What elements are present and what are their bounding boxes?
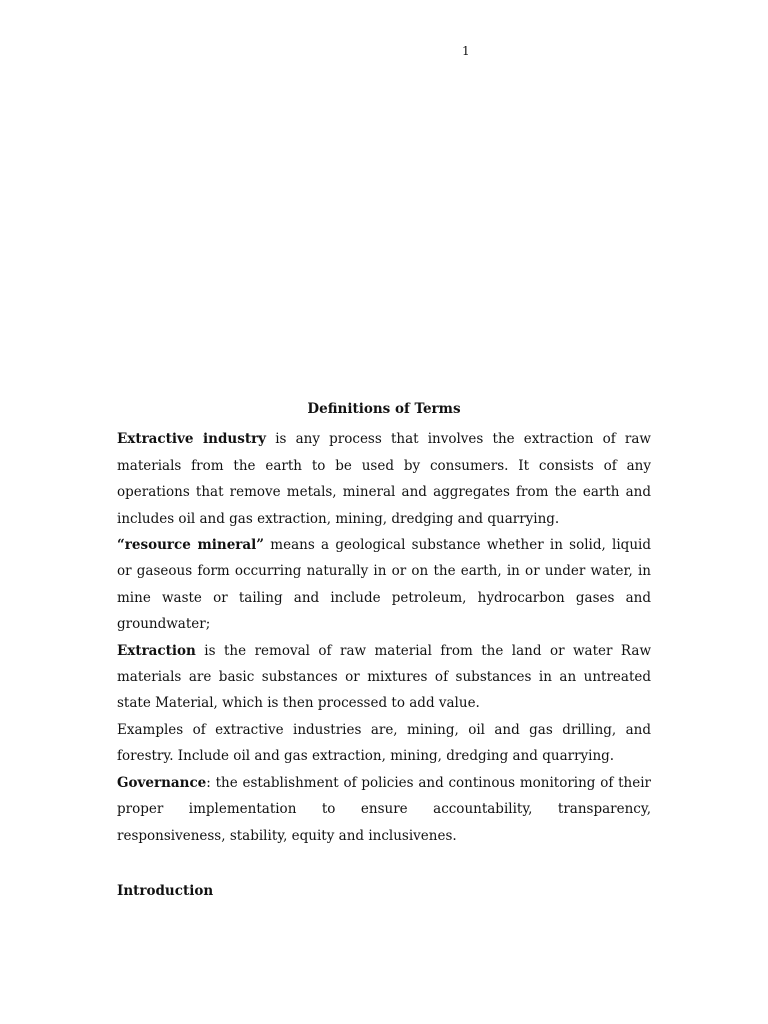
extractive-examples-paragraph (117, 717, 651, 770)
definition-text: is the removal of raw material from the land or water Raw materials are basic substances or mixtures of substances in an untreated state Material, which is then processed to add value. (117, 642, 651, 712)
introduction-heading: Introduction (117, 883, 214, 899)
definition-text: : the establishment of policies and continous monitoring of their proper implementation to ensure accountability, transparency, responsiveness, stability, equity and inclusivenes. (117, 774, 651, 844)
definition-text: Examples of extractive industries are, mining, oil and gas drilling, and forestry. Include oil and gas extraction, mining, dredging and quarrying. (117, 721, 651, 765)
definition-text: is any process that involves the extraction of raw materials from the earth to be used by consumers. It consists of any operations that remove metals, mineral and aggregates from the earth and includes oil and gas extraction, mining, dredging and quarrying. (117, 431, 651, 527)
definition-governance (117, 770, 651, 849)
definition-text: means a geological substance whether in solid, liquid or gaseous form occurring naturally in or on the earth, in or under water, in mine waste or tailing and include petroleum, hydrocarbon gases and groundwater; (117, 537, 651, 633)
section-heading: Definitions of Terms (307, 401, 461, 417)
definition-extractive-industry (117, 426, 651, 532)
definition-term: Extraction (117, 642, 196, 659)
definitions-section (117, 396, 651, 849)
definition-term: Extractive industry (117, 431, 267, 448)
definition-term: Governance (117, 774, 207, 791)
page-number: 1 (462, 44, 470, 58)
definition-resource-mineral (117, 532, 651, 638)
definition-term: “resource mineral” (117, 537, 265, 554)
definition-extraction (117, 638, 651, 717)
